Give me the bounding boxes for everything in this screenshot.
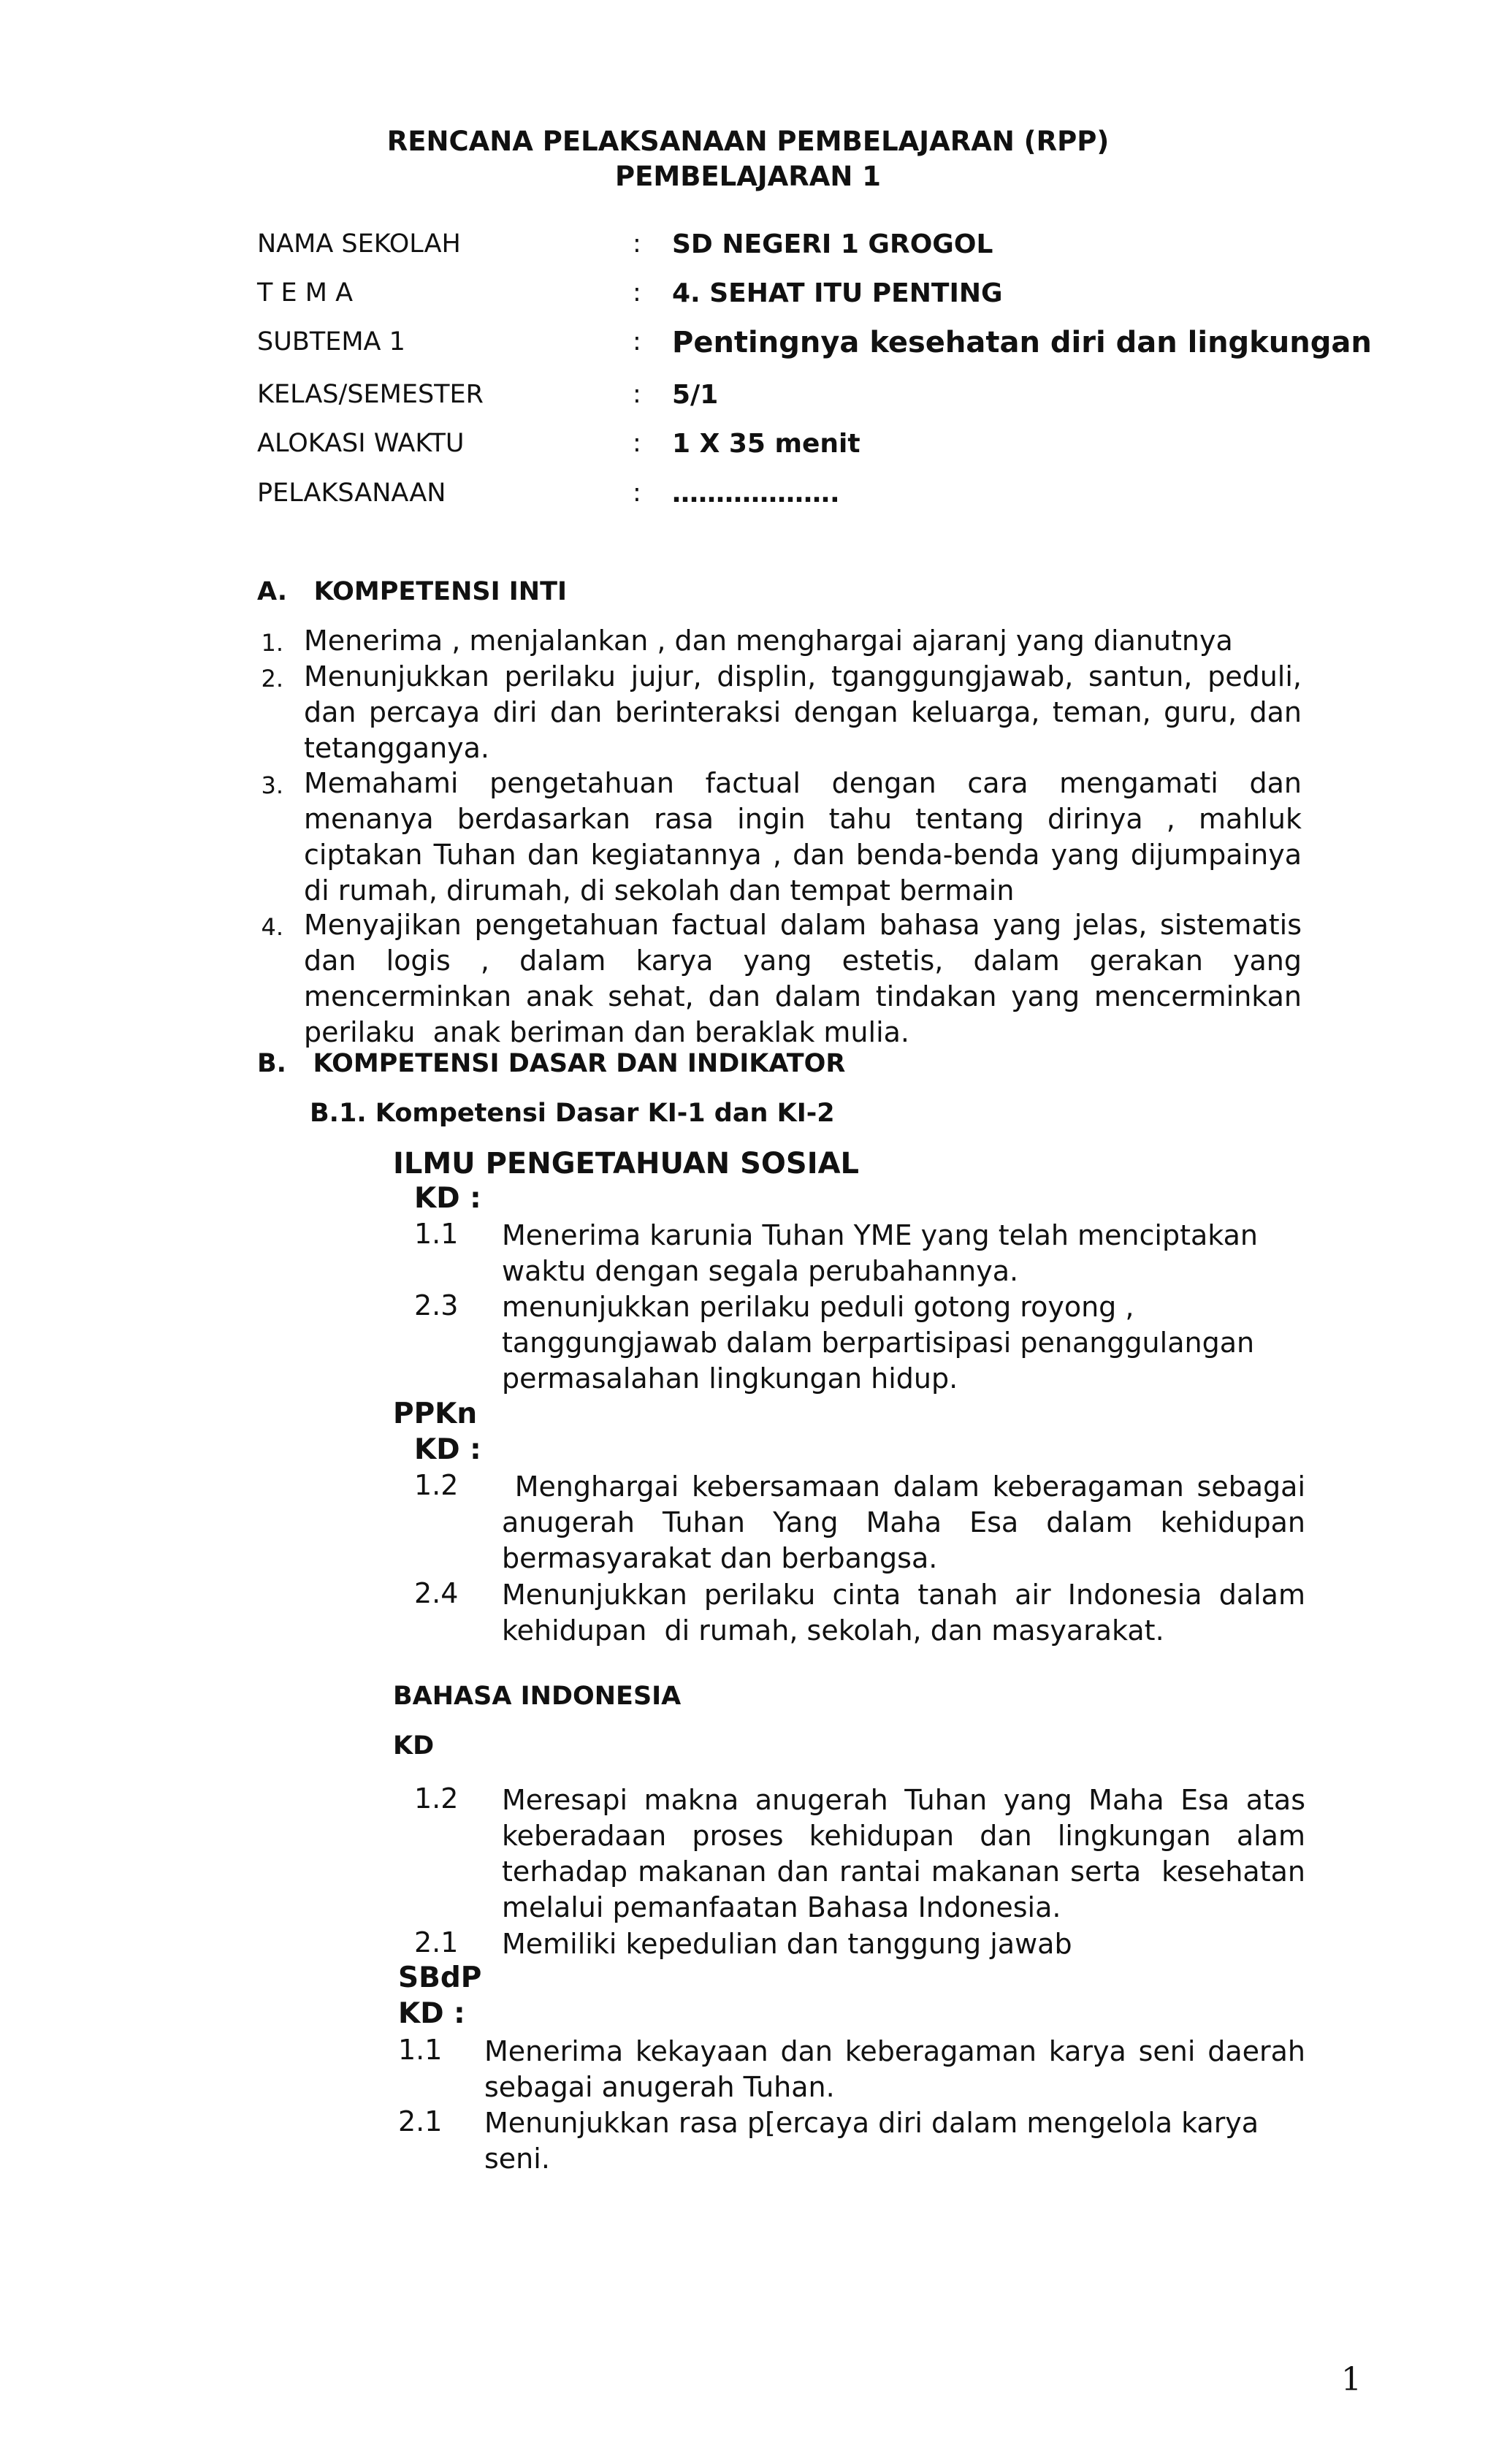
identity-label-school: NAMA SEKOLAH bbox=[257, 229, 461, 259]
bindo-kd-item: Meresapi makna anugerah Tuhan yang Maha Esa atas keberadaan proses kehidupan dan lingkungan alam terhadap makanan dan rantai makanan serta kesehatan melalui pemanfaatan Bahasa Indonesia. bbox=[502, 1784, 1315, 1923]
identity-label-subtheme: SUBTEMA 1 bbox=[257, 327, 405, 356]
sbdp-kd-item: Menerima kekayaan dan keberagaman karya seni daerah sebagai anugerah Tuhan. bbox=[484, 2035, 1315, 2103]
identity-value-execution: ………………. bbox=[672, 478, 840, 508]
subject-ips-title: ILMU PENGETAHUAN SOSIAL bbox=[393, 1147, 860, 1180]
kd-number: 1.1 bbox=[398, 2034, 443, 2066]
identity-label-execution: PELAKSANAAN bbox=[257, 478, 446, 508]
ki-item-4: Menyajikan pengetahuan factual dalam bahasa yang jelas, sistematis dan logis , dalam karya yang estetis, dalam gerakan yang mencerminkan anak sehat, dan dalam tindakan yang mencerminkan perilaku anak beriman dan beraklak mulia. bbox=[304, 909, 1311, 1048]
kd-number: 2.1 bbox=[398, 2105, 443, 2137]
kd-number: 2.1 bbox=[414, 1926, 459, 1958]
ki-item-3: Memahami pengetahuan factual dengan cara mengamati dan menanya berdasarkan rasa ingin tahu tentang dirinya , mahluk ciptakan Tuhan dan kegiatannya , dan benda-benda yang dijumpainya di rumah, dirumah, di sekolah dan tempat bermain bbox=[304, 767, 1311, 907]
identity-value-class: 5/1 bbox=[672, 380, 719, 410]
page-number: 1 bbox=[1341, 2361, 1362, 2398]
ki-number: 2. bbox=[261, 665, 283, 693]
identity-value-time: 1 X 35 menit bbox=[672, 429, 860, 459]
sbdp-kd-label: KD : bbox=[398, 1997, 465, 2030]
ips-kd-item: menunjukkan perilaku peduli gotong royong , tanggungjawab dalam berpartisipasi penanggulangan permasalahan lingkungan hidup. bbox=[502, 1291, 1264, 1395]
kd-number: 2.4 bbox=[414, 1577, 459, 1609]
document-title: RENCANA PELAKSANAAN PEMBELAJARAN (RPP) bbox=[386, 126, 1110, 157]
sbdp-kd-item: Menunjukkan rasa p[ercaya diri dalam mengelola karya seni. bbox=[484, 2107, 1268, 2175]
identity-value-theme: 4. SEHAT ITU PENTING bbox=[672, 278, 1003, 308]
identity-colon: : bbox=[633, 380, 641, 409]
identity-colon: : bbox=[633, 327, 641, 356]
kd-number: 1.1 bbox=[414, 1218, 459, 1250]
ips-kd-label: KD : bbox=[414, 1182, 481, 1215]
ppkn-kd-item: Menunjukkan perilaku cinta tanah air Indonesia dalam kehidupan di rumah, sekolah, dan masyarakat. bbox=[502, 1579, 1315, 1647]
ki-number: 1. bbox=[261, 629, 283, 657]
ppkn-kd-label: KD : bbox=[414, 1433, 481, 1466]
subject-sbdp-title: SBdP bbox=[398, 1961, 482, 1994]
identity-value-subtheme: Pentingnya kesehatan diri dan lingkungan bbox=[672, 326, 1372, 359]
identity-colon: : bbox=[633, 229, 641, 259]
subject-ppkn-title: PPKn bbox=[393, 1397, 478, 1430]
section-a-heading: A. KOMPETENSI INTI bbox=[257, 577, 567, 606]
identity-colon: : bbox=[633, 278, 641, 308]
identity-value-school: SD NEGERI 1 GROGOL bbox=[672, 229, 993, 259]
kd-number: 2.3 bbox=[414, 1289, 459, 1321]
kd-number: 1.2 bbox=[414, 1782, 459, 1815]
bindo-kd-item: Memiliki kepedulian dan tanggung jawab bbox=[502, 1928, 1072, 1960]
identity-label-time: ALOKASI WAKTU bbox=[257, 429, 465, 458]
ki-number: 3. bbox=[261, 771, 283, 799]
identity-colon: : bbox=[633, 478, 641, 508]
ki-number: 4. bbox=[261, 913, 283, 941]
identity-colon: : bbox=[633, 429, 641, 458]
ips-kd-item: Menerima karunia Tuhan YME yang telah menciptakan waktu dengan segala perubahannya. bbox=[502, 1219, 1267, 1287]
ki-item-1: Menerima , menjalankan , dan menghargai ajaranj yang dianutnya bbox=[304, 625, 1233, 657]
ppkn-kd-item: Menghargai kebersamaan dalam keberagaman sebagai anugerah Tuhan Yang Maha Esa dalam kehidupan bermasyarakat dan berbangsa. bbox=[502, 1471, 1315, 1574]
kd-number: 1.2 bbox=[414, 1469, 459, 1501]
ki-item-2: Menunjukkan perilaku jujur, displin, tganggungjawab, santun, peduli, dan percaya diri dan berinteraksi dengan keluarga, teman, guru, dan tetangganya. bbox=[304, 660, 1311, 764]
subject-bindo-title: BAHASA INDONESIA bbox=[393, 1682, 682, 1711]
section-b-heading: B. KOMPETENSI DASAR DAN INDIKATOR bbox=[257, 1049, 846, 1078]
identity-label-theme: T E M A bbox=[257, 278, 354, 308]
bindo-kd-label: KD bbox=[393, 1731, 435, 1761]
document-subtitle: PEMBELAJARAN 1 bbox=[614, 161, 882, 192]
section-b1-heading: B.1. Kompetensi Dasar KI-1 dan KI-2 bbox=[310, 1099, 835, 1128]
identity-label-class: KELAS/SEMESTER bbox=[257, 380, 484, 409]
